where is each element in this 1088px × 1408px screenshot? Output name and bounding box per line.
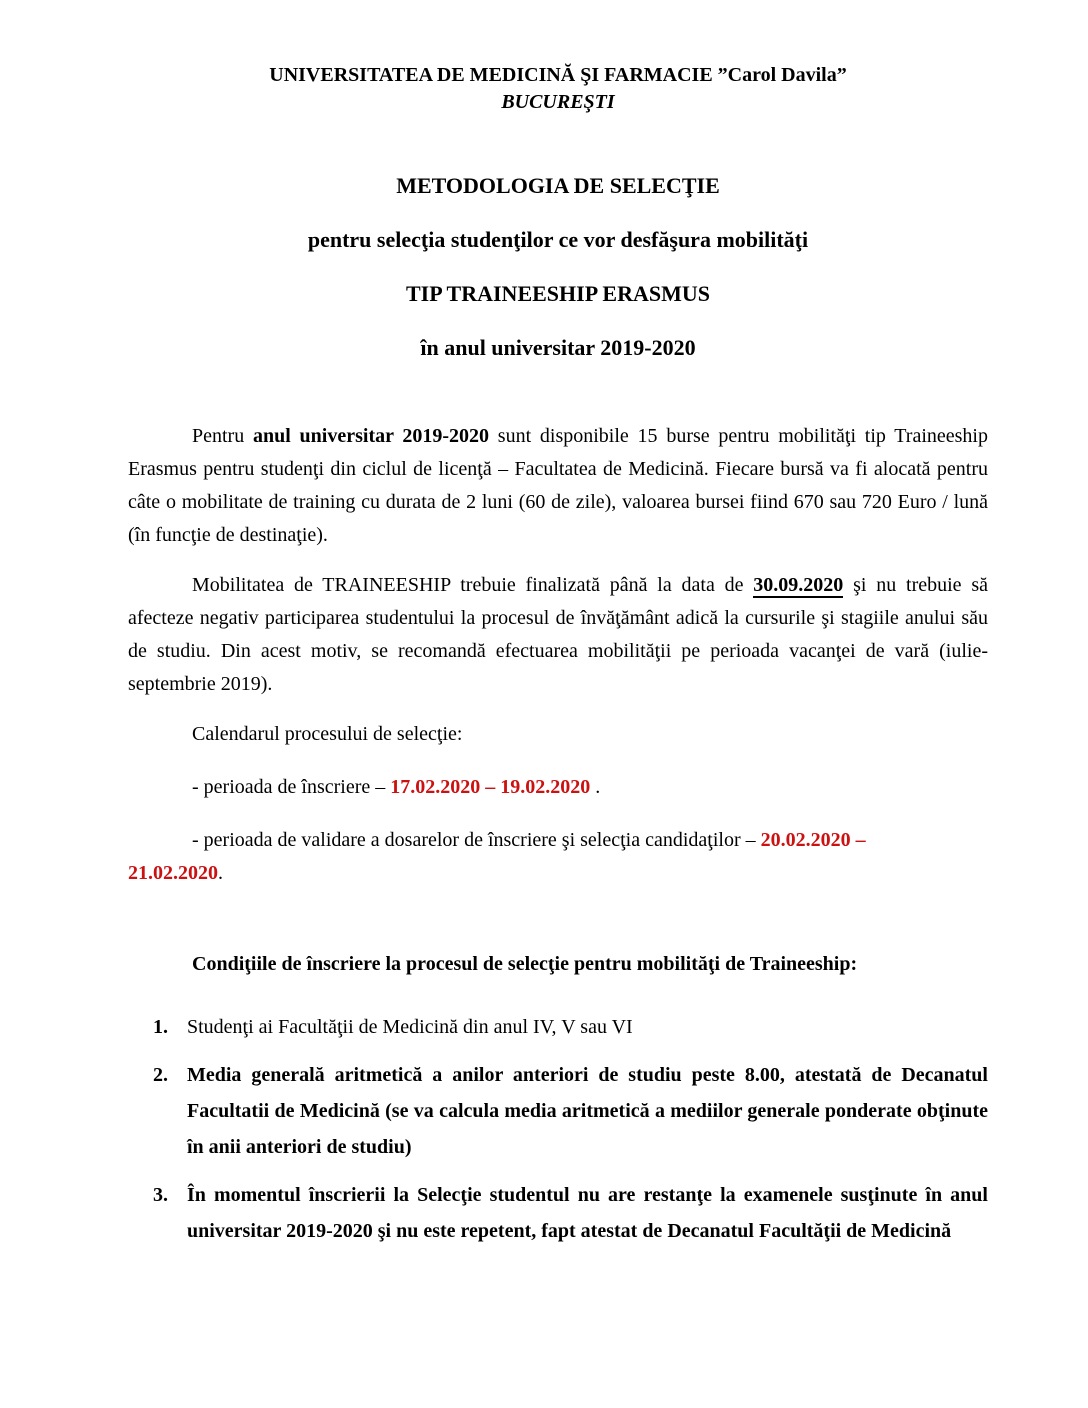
condition-item-3: [128, 1177, 988, 1249]
text-segment: 20.02.2020 –: [760, 829, 866, 851]
calendar-item-validation: [128, 824, 988, 857]
document-body: [128, 420, 988, 1249]
title-line-3: TIP TRAINEESHIP ERASMUS: [405, 281, 710, 306]
list-number: 3.: [153, 1184, 168, 1206]
calendar-item-enrollment: [128, 771, 988, 804]
list-text: În momentul înscrierii la Selecţie studentul nu are restanţe la examenele susţinute în anul universitar 2019-2020 şi nu este repetent, fapt atestat de Decanatul Facultăţii de Medicină: [187, 1184, 988, 1242]
document-header: [128, 62, 988, 116]
text-segment: 17.02.2020 – 19.02.2020: [390, 776, 591, 798]
conditions-list: [128, 1009, 988, 1249]
university-name: UNIVERSITATEA DE MEDICINĂ ŞI FARMACIE ”Carol Davila”: [269, 64, 847, 86]
title-line-2: pentru selecţia studenţilor ce vor desfăşura mobilităţi: [307, 227, 809, 252]
title-line-1: METODOLOGIA DE SELECŢIE: [396, 173, 720, 198]
university-city: BUCUREŞTI: [501, 91, 615, 113]
text-segment: şi nu trebuie să afecteze negativ participarea studentului la procesul de învăţământ adică la cursurile şi stagiile anului său de studiu. Din acest motiv, se recomandă efectuarea mobilităţii pe perioada vacanţei de vară (iulie-septembrie 2019).: [128, 574, 988, 695]
text-segment: 30.09.2020: [753, 574, 844, 596]
calendar-heading: Calendarul procesului de selecţie:: [192, 723, 463, 745]
conditions-heading: Condiţiile de înscriere la procesul de selecţie pentru mobilităţi de Traineeship:: [192, 953, 858, 975]
text-segment: anul universitar 2019-2020: [252, 425, 490, 447]
paragraph-mobility: [128, 569, 988, 701]
text-segment: Mobilitatea de TRAINEESHIP trebuie finalizată până la data de: [192, 574, 754, 596]
condition-item-1: [128, 1009, 988, 1045]
calendar-item-validation-continued: [128, 857, 988, 890]
text-segment: sunt disponibile 15 burse pentru mobilităţi tip Traineeship Erasmus pentru studenţi din ciclul de licenţă – Facultatea de Medicină. Fiecare bursă va fi alocată pentru câte o mobilitate de training cu durata de 2 luni (60 de zile), valoarea bursei fiind 670 sau 720 Euro / lună (în funcţie de destinaţie).: [128, 425, 988, 546]
text-segment: .: [590, 776, 601, 798]
list-number: 2.: [153, 1064, 168, 1086]
list-text: Media generală aritmetică a anilor anteriori de studiu peste 8.00, atestată de Decanatul Facultatii de Medicină (se va calcula media aritmetică a mediilor generale ponderate obţinute în anii anteriori de studiu): [187, 1064, 988, 1158]
paragraph-intro: [128, 420, 988, 552]
condition-item-2: [128, 1057, 988, 1165]
text-segment: .: [218, 862, 223, 884]
text-segment: - perioada de validare a dosarelor de înscriere şi selecţia candidaţilor –: [192, 829, 761, 851]
text-segment: Pentru: [192, 425, 253, 447]
text-segment: 21.02.2020: [128, 862, 218, 884]
text-segment: - perioada de înscriere –: [192, 776, 391, 798]
list-number: 1.: [153, 1016, 168, 1038]
title-line-4: în anul universitar 2019-2020: [420, 335, 696, 360]
list-text: Studenţi ai Facultăţii de Medicină din anul IV, V sau VI: [187, 1016, 633, 1038]
document-title: [128, 174, 988, 360]
